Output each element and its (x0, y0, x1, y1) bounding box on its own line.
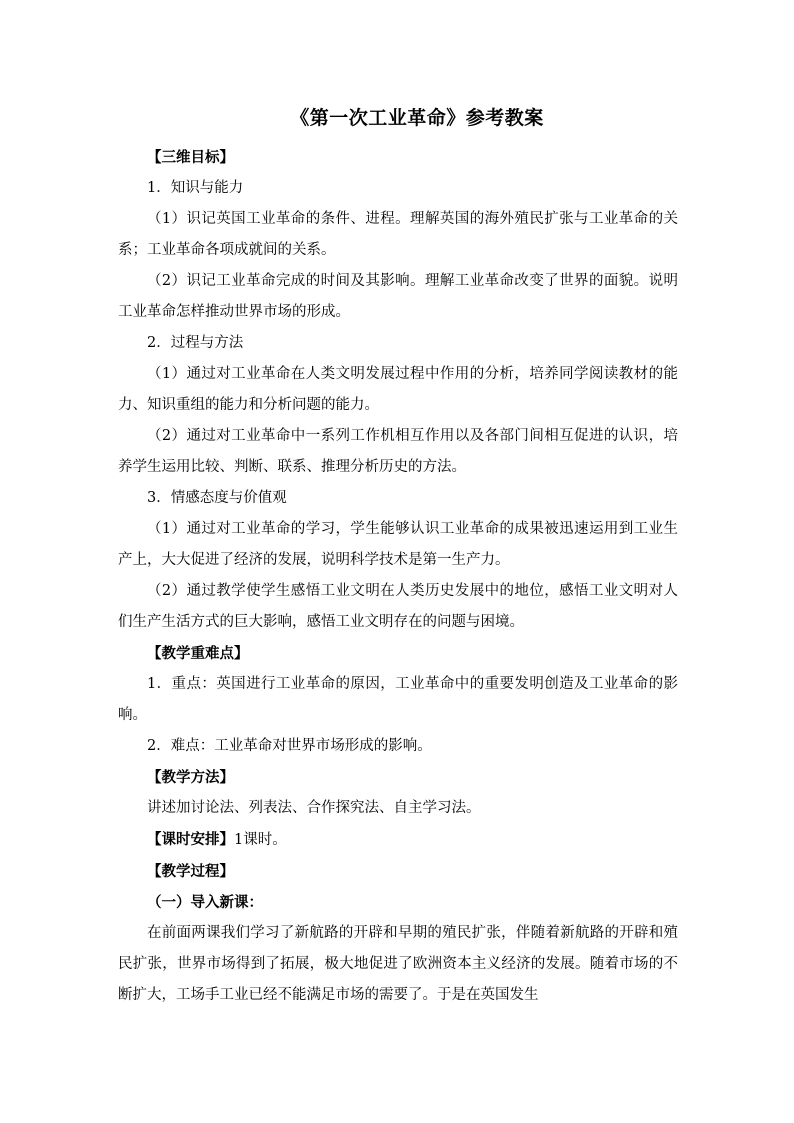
schedule-line (118, 824, 678, 856)
process-heading: 【教学过程】 (147, 863, 234, 880)
goal2-paragraph-2: （2）通过对工业革命中一系列工作机相互作用以及各部门间相互促进的认识，培养学生运用比较、判断、联系、推理分析历史的方法。 (118, 428, 678, 475)
schedule-heading: 【课时安排】 (147, 831, 234, 848)
intro-heading: （一）导入新课： (147, 894, 263, 911)
method-paragraph: 讲述加讨论法、列表法、合作探究法、自主学习法。 (147, 800, 481, 816)
goal3-heading: 3．情感态度与价值观 (147, 490, 287, 506)
goal3-paragraph-2: （2）通过教学使学生感悟工业文明在人类历史发展中的地位，感悟工业文明对人们生产生活方式的巨大影响，感悟工业文明存在的问题与困境。 (118, 583, 678, 630)
document-body (118, 142, 678, 1011)
goal2-paragraph-1: （1）通过对工业革命在人类文明发展过程中作用的分析，培养同学阅读教材的能力、知识重组的能力和分析问题的能力。 (118, 366, 678, 413)
method-heading: 【教学方法】 (147, 769, 234, 786)
key-point-2: 2．难点：工业革命对世界市场形成的影响。 (147, 738, 432, 754)
key-points-heading: 【教学重难点】 (147, 645, 249, 662)
intro-paragraph: 在前面两课我们学习了新航路的开辟和早期的殖民扩张，伴随着新航路的开辟和殖民扩张，世界市场得到了拓展，极大地促进了欧洲资本主义经济的发展。随着市场的不断扩大，工场手工业已经不能满足市场的需要了。于是在英国发生 (118, 925, 678, 1003)
goal1-paragraph-1: （1）识记英国工业革命的条件、进程。理解英国的海外殖民扩张与工业革命的关系；工业革命各项成就间的关系。 (118, 211, 678, 258)
goal2-heading: 2．过程与方法 (147, 335, 244, 351)
goal1-paragraph-2: （2）识记工业革命完成的时间及其影响。理解工业革命改变了世界的面貌。说明工业革命怎样推动世界市场的形成。 (118, 273, 678, 320)
goal1-heading: 1．知识与能力 (147, 180, 244, 196)
goal3-paragraph-1: （1）通过对工业革命的学习，学生能够认识工业革命的成果被迅速运用到工业生产上，大大促进了经济的发展，说明科学技术是第一生产力。 (118, 521, 678, 568)
schedule-value: 1课时。 (234, 832, 287, 848)
goals-heading: 【三维目标】 (147, 149, 234, 166)
key-point-1: 1．重点：英国进行工业革命的原因，工业革命中的重要发明创造及工业革命的影响。 (118, 676, 678, 723)
document-title: 《第一次工业革命》参考教案 (290, 107, 544, 129)
